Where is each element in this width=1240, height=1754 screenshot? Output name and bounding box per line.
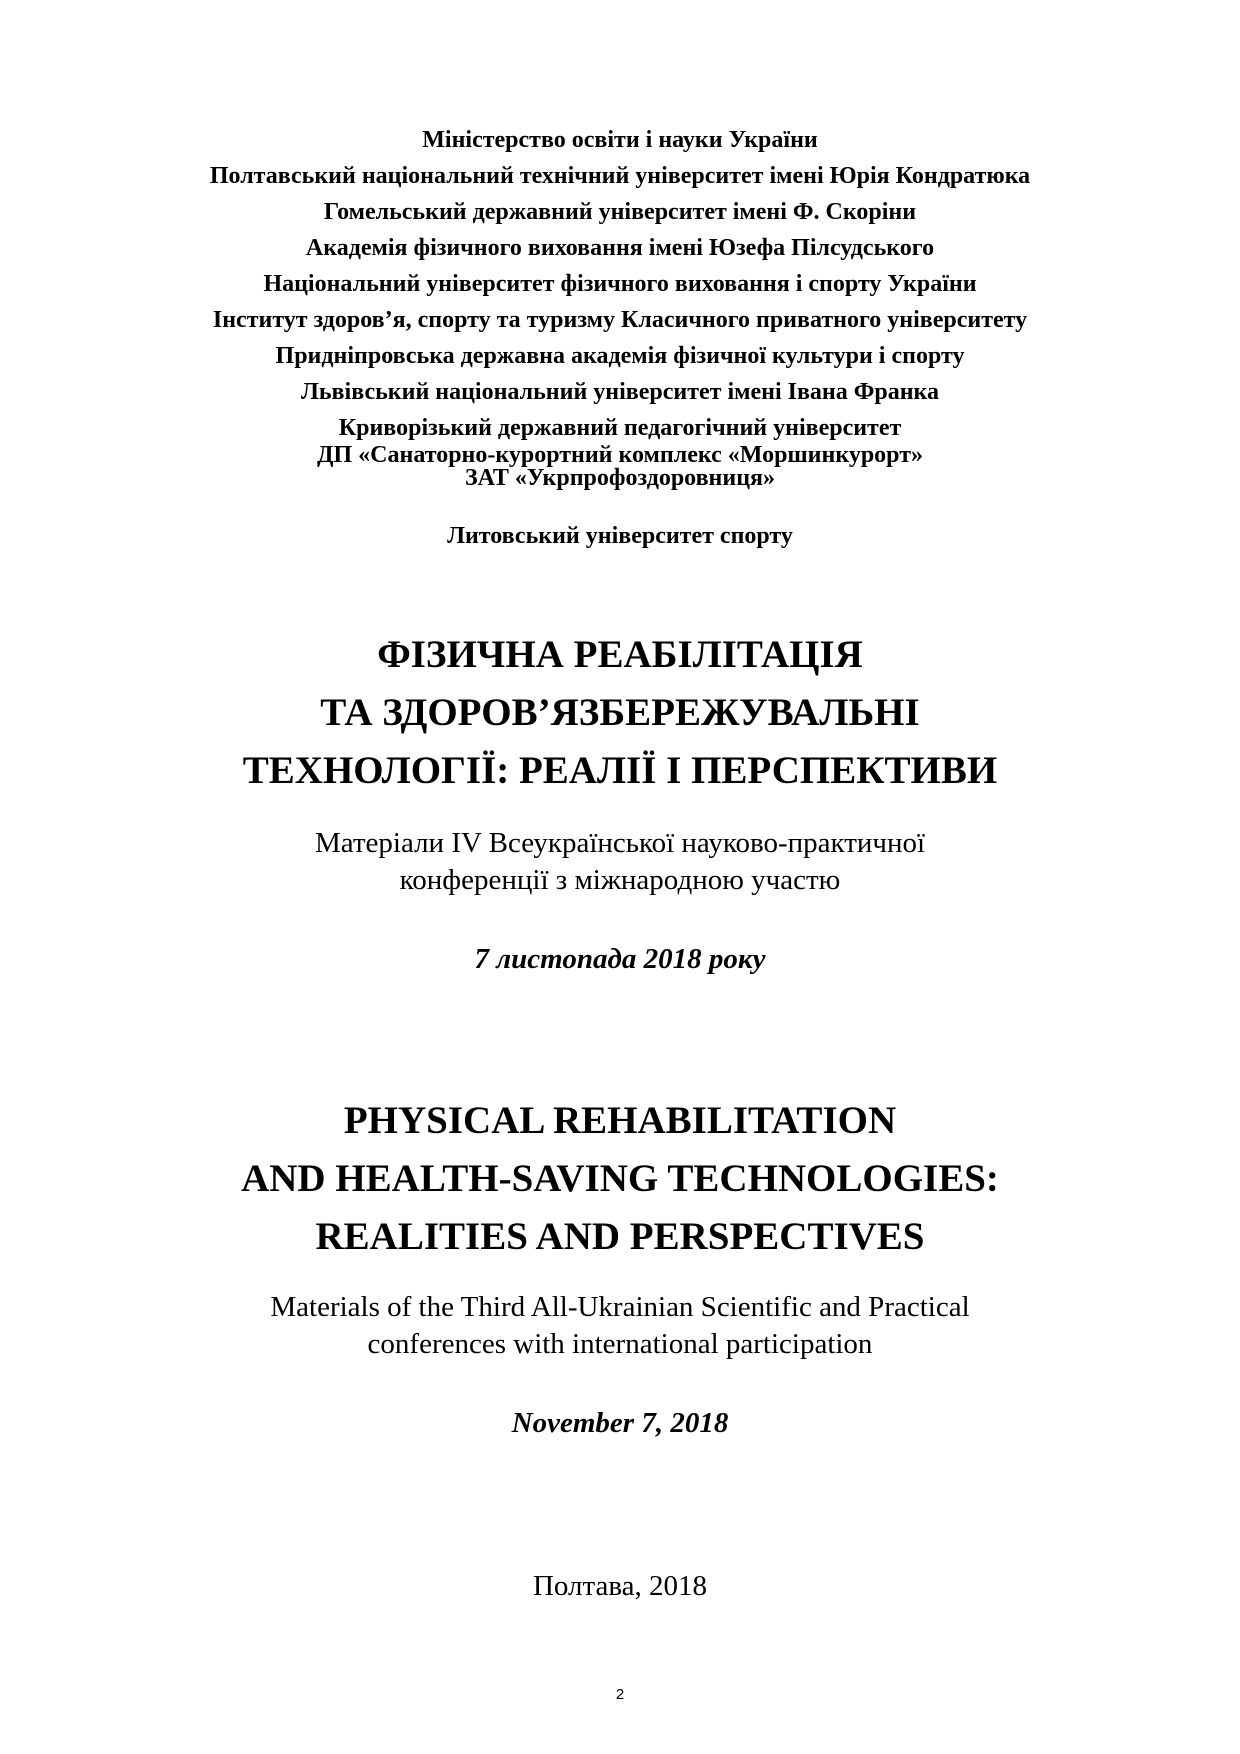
conference-date-ukrainian: 7 листопада 2018 року bbox=[474, 943, 766, 975]
organizers-list bbox=[0, 122, 1240, 554]
conference-title-english bbox=[0, 1092, 1240, 1266]
title-en-line: PHYSICAL REHABILITATION bbox=[343, 1099, 897, 1142]
organizer-line: ДП «Санаторно-курортний комплекс «Моршинкурорт» bbox=[317, 442, 923, 468]
organizer-line: Міністерство освіти і науки України bbox=[422, 127, 818, 153]
conference-title-ukrainian bbox=[0, 626, 1240, 800]
title-ua-line: ТЕХНОЛОГІЇ: РЕАЛІЇ І ПЕРСПЕКТИВИ bbox=[242, 749, 998, 792]
organizer-line: Полтавський національний технічний університет імені Юрія Кондратюка bbox=[209, 163, 1031, 189]
conference-date-english: November 7, 2018 bbox=[511, 1407, 729, 1439]
page-number: 2 bbox=[615, 1686, 625, 1703]
organizer-line: Львівський національний університет імені Івана Франка bbox=[300, 379, 939, 405]
publication-place-year: Полтава, 2018 bbox=[532, 1570, 708, 1602]
organizer-line: Литовський університет спорту bbox=[447, 523, 793, 549]
organizer-line: Інститут здоров’я, спорту та туризму Класичного приватного університету bbox=[212, 307, 1028, 333]
organizer-line: Криворізький державний педагогічний університет bbox=[338, 415, 902, 441]
subtitle-en-line: Materials of the Third All-Ukrainian Scientific and Practical bbox=[270, 1291, 970, 1323]
conference-subtitle-english bbox=[0, 1289, 1240, 1363]
conference-subtitle-ukrainian bbox=[0, 825, 1240, 899]
subtitle-en-line: conferences with international participation bbox=[367, 1328, 873, 1360]
organizer-line: Національний університет фізичного виховання і спорту України bbox=[263, 271, 977, 297]
title-ua-line: ФІЗИЧНА РЕАБІЛІТАЦІЯ bbox=[377, 633, 863, 676]
organizer-line: Академія фізичного виховання імені Юзефа Пілсудського bbox=[305, 235, 935, 261]
title-ua-line: ТА ЗДОРОВ’ЯЗБЕРЕЖУВАЛЬНІ bbox=[320, 691, 920, 734]
organizer-line: Придніпровська державна академія фізичної культури і спорту bbox=[275, 343, 965, 369]
organizer-line: ЗАТ «Укрпрофоздоровниця» bbox=[464, 465, 776, 491]
subtitle-ua-line: конференції з міжнародною участю bbox=[399, 864, 841, 896]
title-en-line: AND HEALTH-SAVING TECHNOLOGIES: bbox=[241, 1157, 999, 1200]
title-en-line: REALITIES AND PERSPECTIVES bbox=[315, 1215, 925, 1258]
subtitle-ua-line: Матеріали IV Всеукраїнської науково-практичної bbox=[314, 827, 926, 859]
organizer-line: Гомельський державний університет імені Ф. Скоріни bbox=[323, 199, 917, 225]
